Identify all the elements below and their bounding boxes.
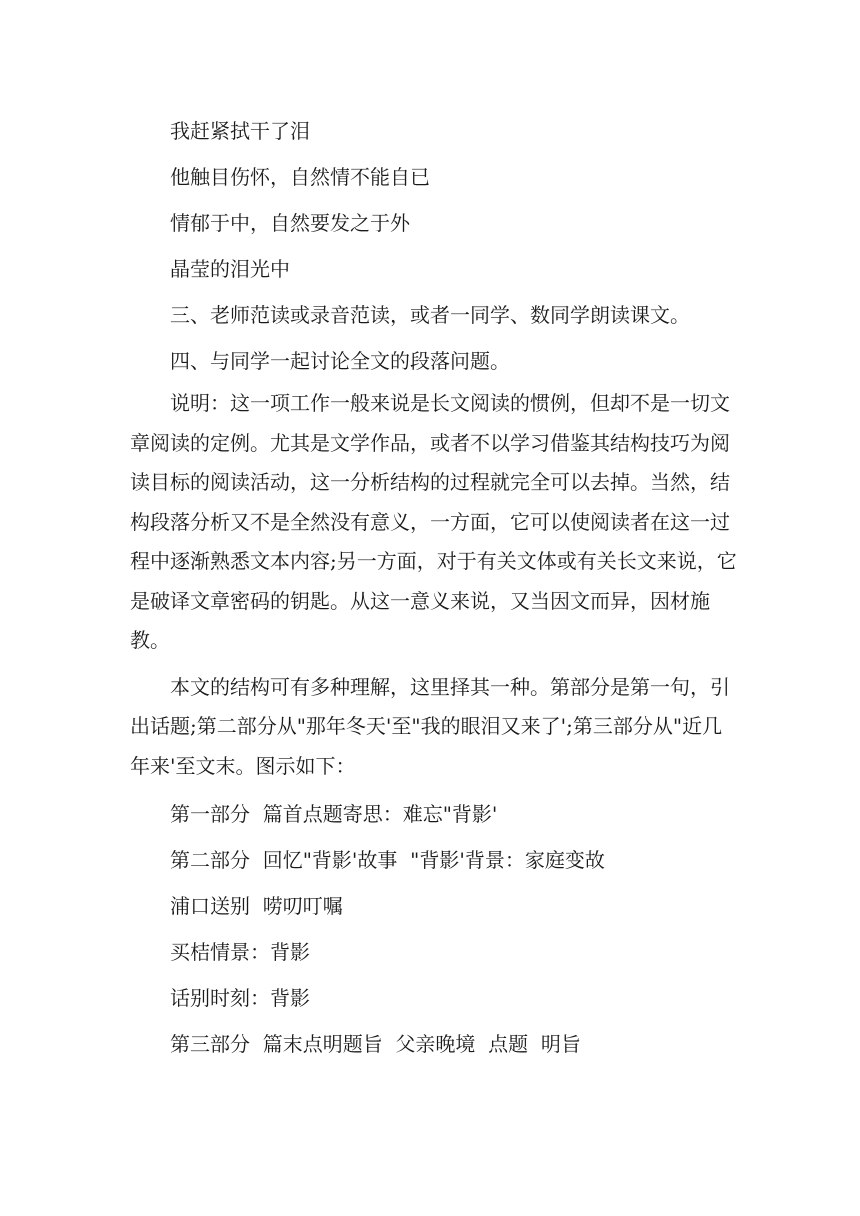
outline-line-4: 买桔情景：背影: [170, 940, 310, 964]
outline-line-2: 第二部分 回忆"背影'故事 "背影'背景：家庭变故: [170, 848, 605, 872]
text-line-2: 他触目伤怀，自然情不能自已: [170, 165, 430, 189]
outline-line-5: 话别时刻：背影: [170, 986, 310, 1010]
outline-line-3: 浦口送别 唠叨叮嘱: [170, 894, 343, 918]
structure-paragraph: 本文的结构可有多种理解，这里择其一种。第部分是第一句，引出话题;第二部分从"那年冬天'至"我的眼泪又来了';第三部分从"近几年来'至文末。图示如下：: [130, 674, 730, 778]
text-line-6: 四、与同学一起讨论全文的段落问题。: [170, 349, 510, 373]
outline-line-6: 第三部分 篇末点明题旨 父亲晚境 点题 明旨: [170, 1032, 581, 1056]
text-line-1: 我赶紧拭干了泪: [170, 119, 310, 143]
text-line-4: 晶莹的泪光中: [170, 257, 290, 281]
outline-line-1: 第一部分 篇首点题寄思：难忘"背影': [170, 802, 498, 826]
text-line-5: 三、老师范读或录音范读，或者一同学、数同学朗读课文。: [170, 303, 690, 327]
document-body: [130, 108, 742, 1067]
text-line-3: 情郁于中，自然要发之于外: [170, 211, 410, 235]
explanation-paragraph: 说明：这一项工作一般来说是长文阅读的惯例，但却不是一切文章阅读的定例。尤其是文学作品，或者不以学习借鉴其结构技巧为阅读目标的阅读活动，这一分析结构的过程就完全可以去掉。当然，结构段落分析又不是全然没有意义，一方面，它可以使阅读者在这一过程中逐渐熟悉文本内容;另一方面，对于有关文体或有关长文来说，它是破译文章密码的钥匙。从这一意义来说，又当因文而异，因材施教。: [130, 391, 737, 652]
